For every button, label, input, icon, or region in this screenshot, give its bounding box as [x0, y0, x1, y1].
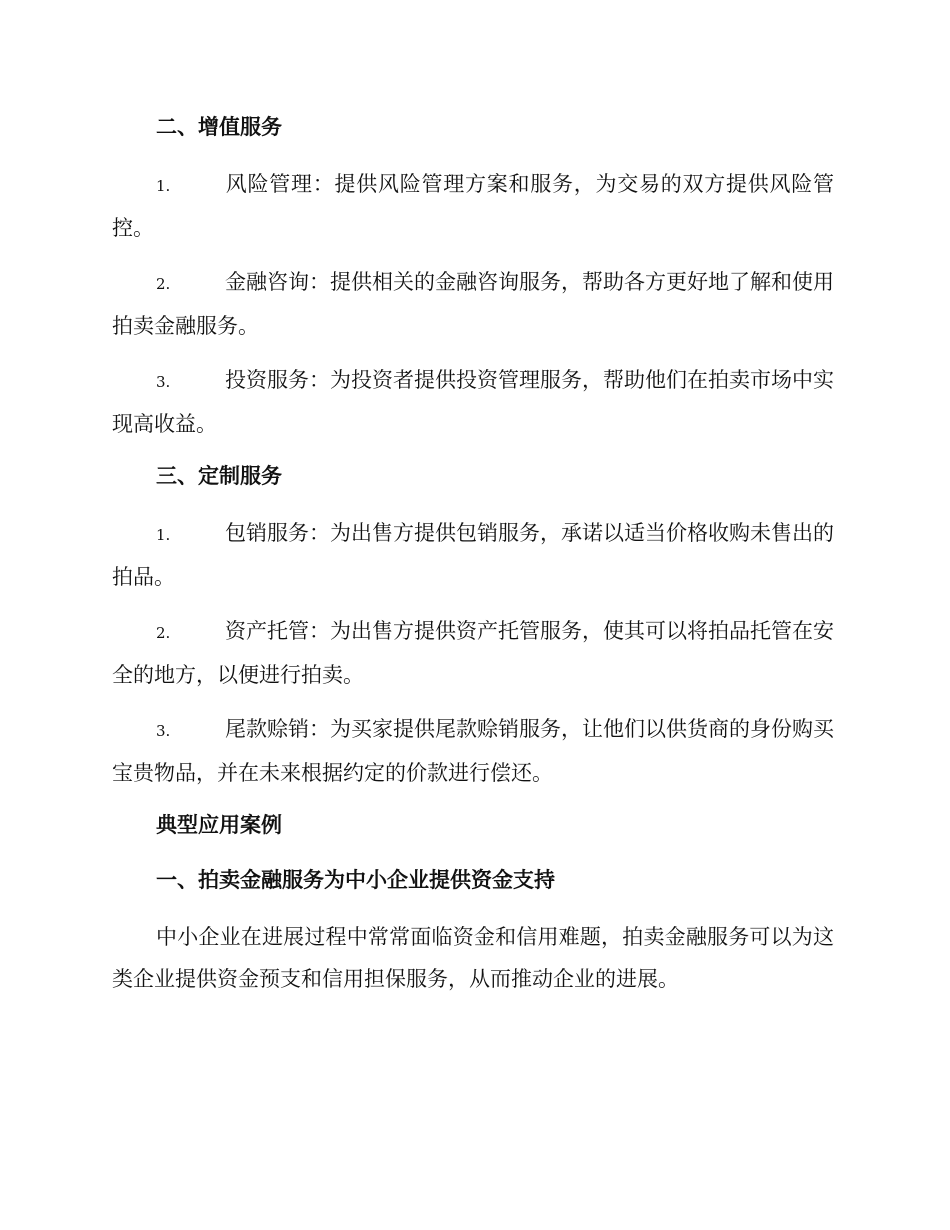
document-body	[112, 108, 834, 1012]
list-item	[112, 163, 834, 249]
list-number: 2.	[156, 275, 171, 293]
section-heading-value-added: 二、增值服务	[156, 114, 282, 139]
list-item-text: 风险管理：提供风险管理方案和服务，为交易的双方提供风险管控。	[112, 172, 834, 240]
section-heading-custom: 三、定制服务	[156, 463, 282, 488]
list-number: 3.	[156, 722, 171, 740]
list-item-text: 金融咨询：提供相关的金融咨询服务，帮助各方更好地了解和使用拍卖金融服务。	[112, 270, 834, 338]
list-number: 3.	[156, 373, 171, 391]
list-item-text: 资产托管：为出售方提供资产托管服务，使其可以将拍品托管在安全的地方，以便进行拍卖。	[112, 619, 834, 687]
list-item-text: 尾款赊销：为买家提供尾款赊销服务，让他们以供货商的身份购买宝贵物品，并在未来根据约定的价款进行偿还。	[112, 717, 834, 785]
list-item-text: 包销服务：为出售方提供包销服务，承诺以适当价格收购未售出的拍品。	[112, 521, 834, 589]
section-heading-cases: 典型应用案例	[156, 812, 282, 837]
list-number: 1.	[156, 526, 171, 544]
list-item	[112, 610, 834, 696]
list-item-text: 投资服务：为投资者提供投资管理服务，帮助他们在拍卖市场中实现高收益。	[112, 368, 834, 436]
list-number: 1.	[156, 177, 171, 195]
list-item	[112, 512, 834, 598]
list-item	[112, 359, 834, 445]
list-number: 2.	[156, 624, 171, 642]
list-item	[112, 261, 834, 347]
case-paragraph: 中小企业在进展过程中常常面临资金和信用难题，拍卖金融服务可以为这类企业提供资金预支和信用担保服务，从而推动企业的进展。	[112, 925, 834, 991]
list-item	[112, 708, 834, 794]
case-subheading: 一、拍卖金融服务为中小企业提供资金支持	[156, 867, 555, 892]
